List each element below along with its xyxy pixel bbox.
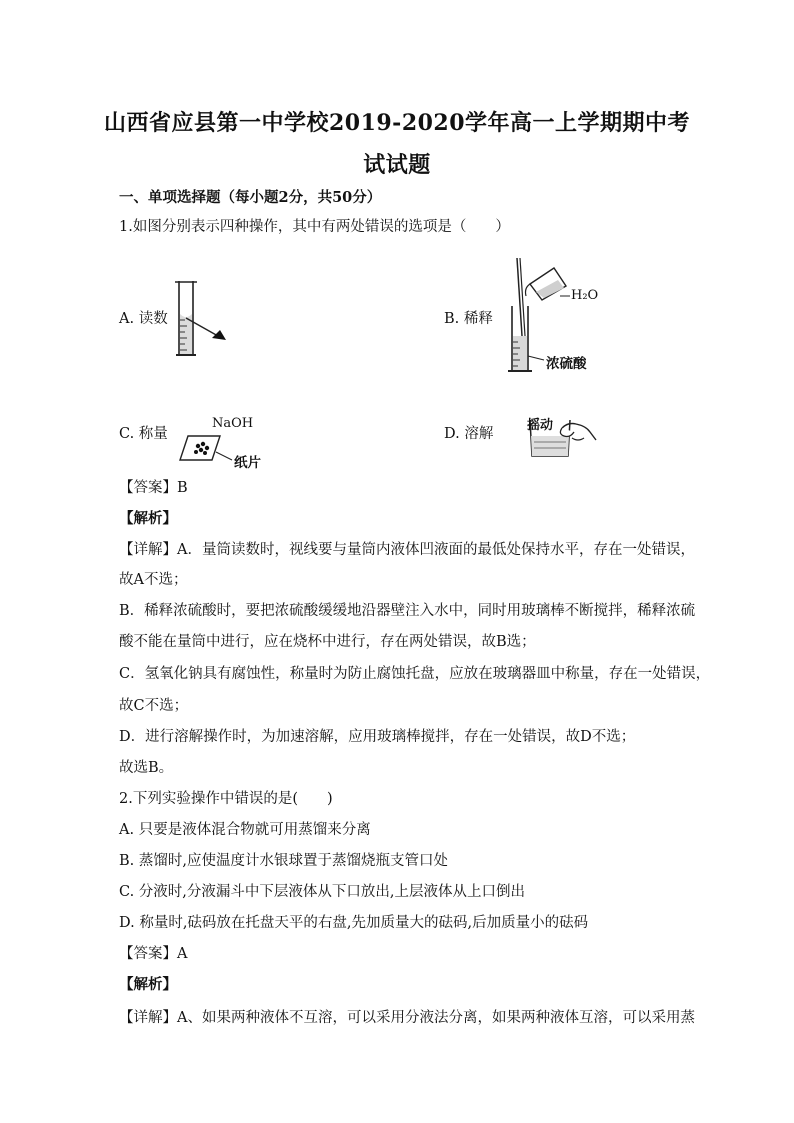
naoh-label: NaOH [212,416,254,431]
document-title-line-1: 山西省应县第一中学校2019-2020学年高一上学期期中考 [103,110,691,136]
q2-option: D. 称量时,砝码放在托盘天平的右盘,先加质量大的砝码,后加质量小的砝码 [119,915,589,931]
q1-explanation-line: 故选B。 [119,760,174,776]
q2-answer: 【答案】A [119,946,188,962]
q1-explanation-line: B．稀释浓硫酸时，要把浓硫酸缓缓地沿器壁注入水中，同时用玻璃棒不断搅拌，稀释浓硫 [119,603,696,619]
q1-option-b-label: B. 稀释 [444,311,493,327]
q1-option-d-label: D. 溶解 [444,426,494,442]
concentrated-acid-label: 浓硫酸 [546,356,587,372]
document-title-line-2: 试试题 [363,152,431,178]
water-label: H₂O [571,288,599,303]
q1-explanation-line: 故A不选； [119,572,188,588]
q1-answer: 【答案】B [119,480,188,496]
q1-analysis-heading: 【解析】 [119,510,177,527]
paper-label: 纸片 [234,455,261,471]
q2-stem: 2.下列实验操作中错误的是( ) [119,791,333,807]
q2-option: A. 只要是液体混合物就可用蒸馏来分离 [119,822,371,838]
q1-explanation-line: 酸不能在量筒中进行，应在烧杯中进行，存在两处错误，故B选； [119,634,536,650]
q2-analysis-heading: 【解析】 [119,976,177,993]
cylinder-reading-figure [172,276,238,362]
q1-explanation-line: 【详解】A．量筒读数时，视线要与量筒内液体凹液面的最低处保持水平，存在一处错误， [119,542,695,558]
q1-option-a-label: A. 读数 [119,311,168,327]
q1-explanation-line: D．进行溶解操作时，为加速溶解，应用玻璃棒搅拌，存在一处错误，故D不选； [119,729,636,745]
q1-option-c-label: C. 称量 [119,426,168,442]
section-heading: 一、单项选择题（每小题2分，共50分） [119,189,382,206]
q2-option: C. 分液时,分液漏斗中下层液体从下口放出,上层液体从上口倒出 [119,884,526,900]
shake-label: 摇动 [527,418,554,433]
q2-explanation-line: 【详解】A、如果两种液体不互溶，可以采用分液法分离，如果两种液体互溶，可以采用蒸 [119,1010,695,1026]
q1-explanation-line: C．氢氧化钠具有腐蚀性，称量时为防止腐蚀托盘，应放在玻璃器皿中称量，存在一处错误， [119,666,711,682]
q2-option: B. 蒸馏时,应使温度计水银球置于蒸馏烧瓶支管口处 [119,853,448,869]
q1-stem: 1.如图分别表示四种操作，其中有两处错误的选项是（ ） [119,219,510,235]
q1-explanation-line: 故C不选； [119,698,189,714]
